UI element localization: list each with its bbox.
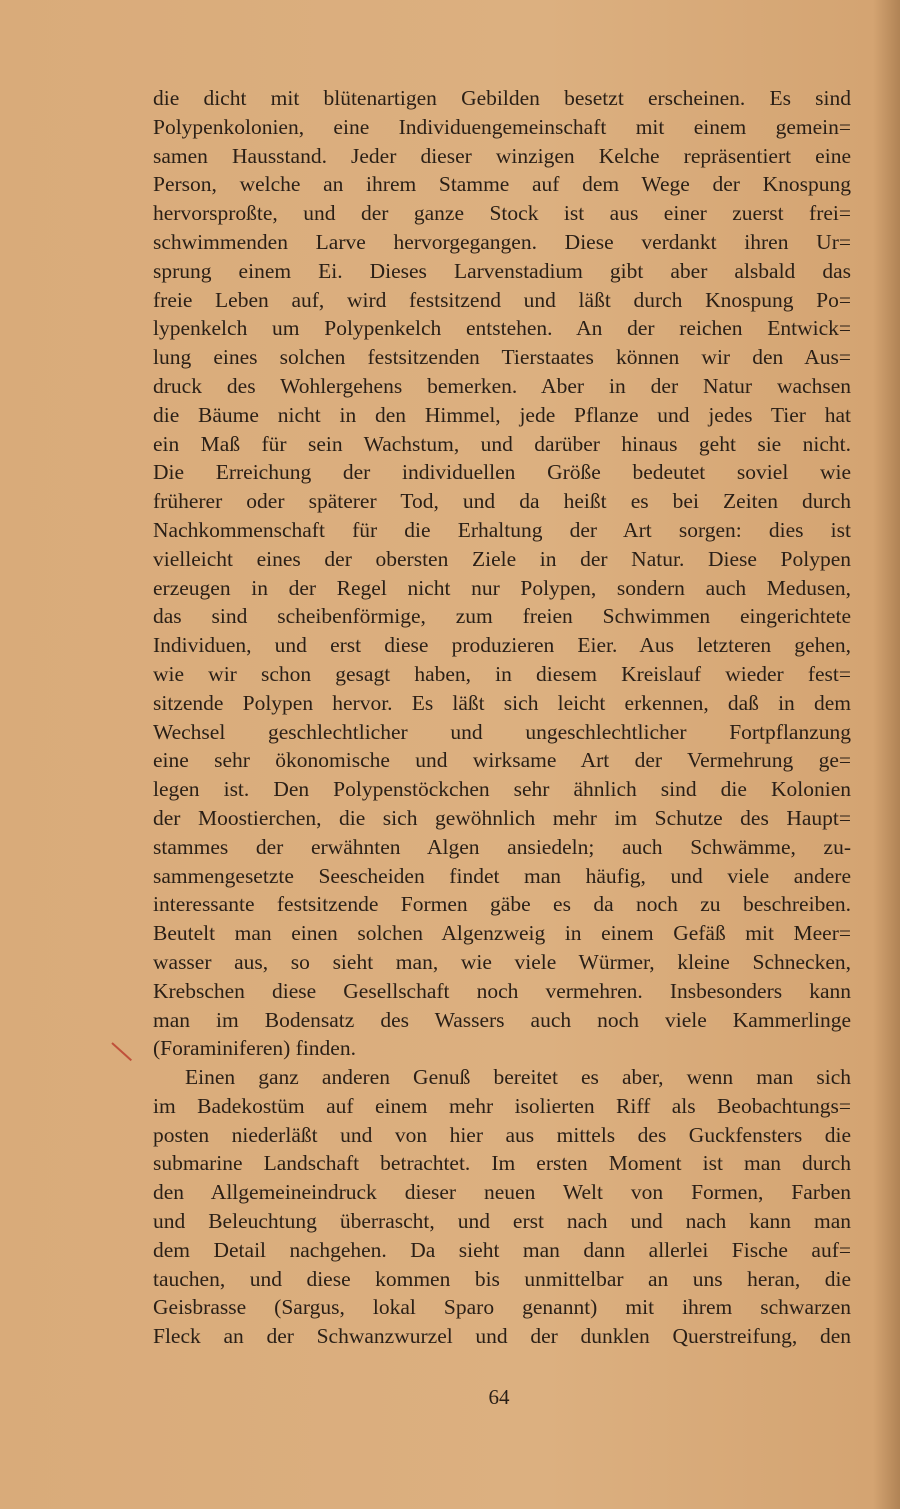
text-line: die dicht mit blütenartigen Gebilden besetzt erscheinen. Es sind (153, 86, 851, 110)
text-line: wie wir schon gesagt haben, in diesem Kreislauf wieder fest= (153, 661, 851, 686)
margin-pencil-mark (111, 1042, 132, 1061)
text-line: sitzende Polypen hervor. Es läßt sich leicht erkennen, daß in dem (153, 690, 851, 715)
text-line: den Allgemeineindruck dieser neuen Welt von Formen, Farben (153, 1180, 851, 1205)
text-line: Krebschen diese Gesellschaft noch vermehren. Insbesonders kann (153, 978, 851, 1003)
body-text (153, 84, 851, 1351)
text-line: sprung einem Ei. Dieses Larvenstadium gibt aber alsbald das (153, 258, 851, 283)
text-line: das sind scheibenförmige, zum freien Schwimmen eingerichtete (153, 604, 851, 629)
text-line: hervorsproßte, und der ganze Stock ist aus einer zuerst frei= (153, 201, 851, 226)
text-line: der Moostierchen, die sich gewöhnlich mehr im Schutze des Haupt= (153, 805, 851, 830)
text-line: ein Maß für sein Wachstum, und darüber hinaus geht sie nicht. (153, 431, 851, 456)
text-line: schwimmenden Larve hervorgegangen. Diese verdankt ihren Ur= (153, 229, 851, 254)
page-number: 64 (488, 1385, 510, 1409)
text-line: Nachkommenschaft für die Erhaltung der Art sorgen: dies ist (153, 517, 851, 542)
text-line: stammes der erwähnten Algen ansiedeln; auch Schwämme, zu- (153, 834, 851, 859)
text-line: posten niederläßt und von hier aus mittels des Guckfensters die (153, 1122, 851, 1147)
text-line: Einen ganz anderen Genuß bereitet es aber, wenn man sich (185, 1065, 851, 1090)
text-line: lypenkelch um Polypenkelch entstehen. An der reichen Entwick= (153, 316, 851, 341)
text-line: dem Detail nachgehen. Da sieht man dann allerlei Fische auf= (153, 1237, 851, 1262)
text-line: Polypenkolonien, eine Individuengemeinschaft mit einem gemein= (153, 114, 851, 139)
text-line: Geisbrasse (Sargus, lokal Sparo genannt) mit ihrem schwarzen (153, 1295, 851, 1320)
text-line: druck des Wohlergehens bemerken. Aber in der Natur wachsen (153, 373, 851, 398)
text-line: freie Leben auf, wird festsitzend und läßt durch Knospung Po= (153, 287, 851, 312)
text-line: submarine Landschaft betrachtet. Im ersten Moment ist man durch (153, 1151, 851, 1176)
text-line: die Bäume nicht in den Himmel, jede Pflanze und jedes Tier hat (153, 402, 851, 427)
text-line: (Foraminiferen) finden. (153, 1036, 356, 1061)
text-line: erzeugen in der Regel nicht nur Polypen, sondern auch Medusen, (153, 575, 851, 600)
text-line: Individuen, und erst diese produzieren Eier. Aus letzteren gehen, (153, 633, 851, 658)
text-line: man im Bodensatz des Wassers auch noch viele Kammerlinge (153, 1007, 851, 1032)
text-line: und Beleuchtung überrascht, und erst nach und nach kann man (153, 1209, 851, 1234)
text-line: Fleck an der Schwanzwurzel und der dunklen Querstreifung, den (153, 1324, 851, 1349)
text-line: legen ist. Den Polypenstöckchen sehr ähnlich sind die Kolonien (153, 777, 851, 802)
text-line: Wechsel geschlechtlicher und ungeschlechtlicher Fortpflanzung (153, 719, 851, 744)
text-line: eine sehr ökonomische und wirksame Art der Vermehrung ge= (153, 748, 851, 773)
text-line: Die Erreichung der individuellen Größe bedeutet soviel wie (153, 460, 851, 485)
text-line: Person, welche an ihrem Stamme auf dem Wege der Knospung (153, 172, 851, 197)
text-line: Beutelt man einen solchen Algenzweig in einem Gefäß mit Meer= (153, 921, 851, 946)
text-line: sammengesetzte Seescheiden findet man häufig, und viele andere (153, 863, 851, 888)
text-line: interessante festsitzende Formen gäbe es da noch zu beschreiben. (153, 892, 851, 917)
text-line: im Badekostüm auf einem mehr isolierten Riff als Beobachtungs= (153, 1093, 851, 1118)
text-line: wasser aus, so sieht man, wie viele Würmer, kleine Schnecken, (153, 949, 851, 974)
text-line: samen Hausstand. Jeder dieser winzigen Kelche repräsentiert eine (153, 143, 851, 168)
text-line: vielleicht eines der obersten Ziele in der Natur. Diese Polypen (153, 546, 851, 571)
text-line: lung eines solchen festsitzenden Tierstaates können wir den Aus= (153, 345, 851, 370)
text-line: früherer oder späterer Tod, und da heißt es bei Zeiten durch (153, 489, 851, 514)
text-line: tauchen, und diese kommen bis unmittelbar an uns heran, die (153, 1266, 851, 1291)
